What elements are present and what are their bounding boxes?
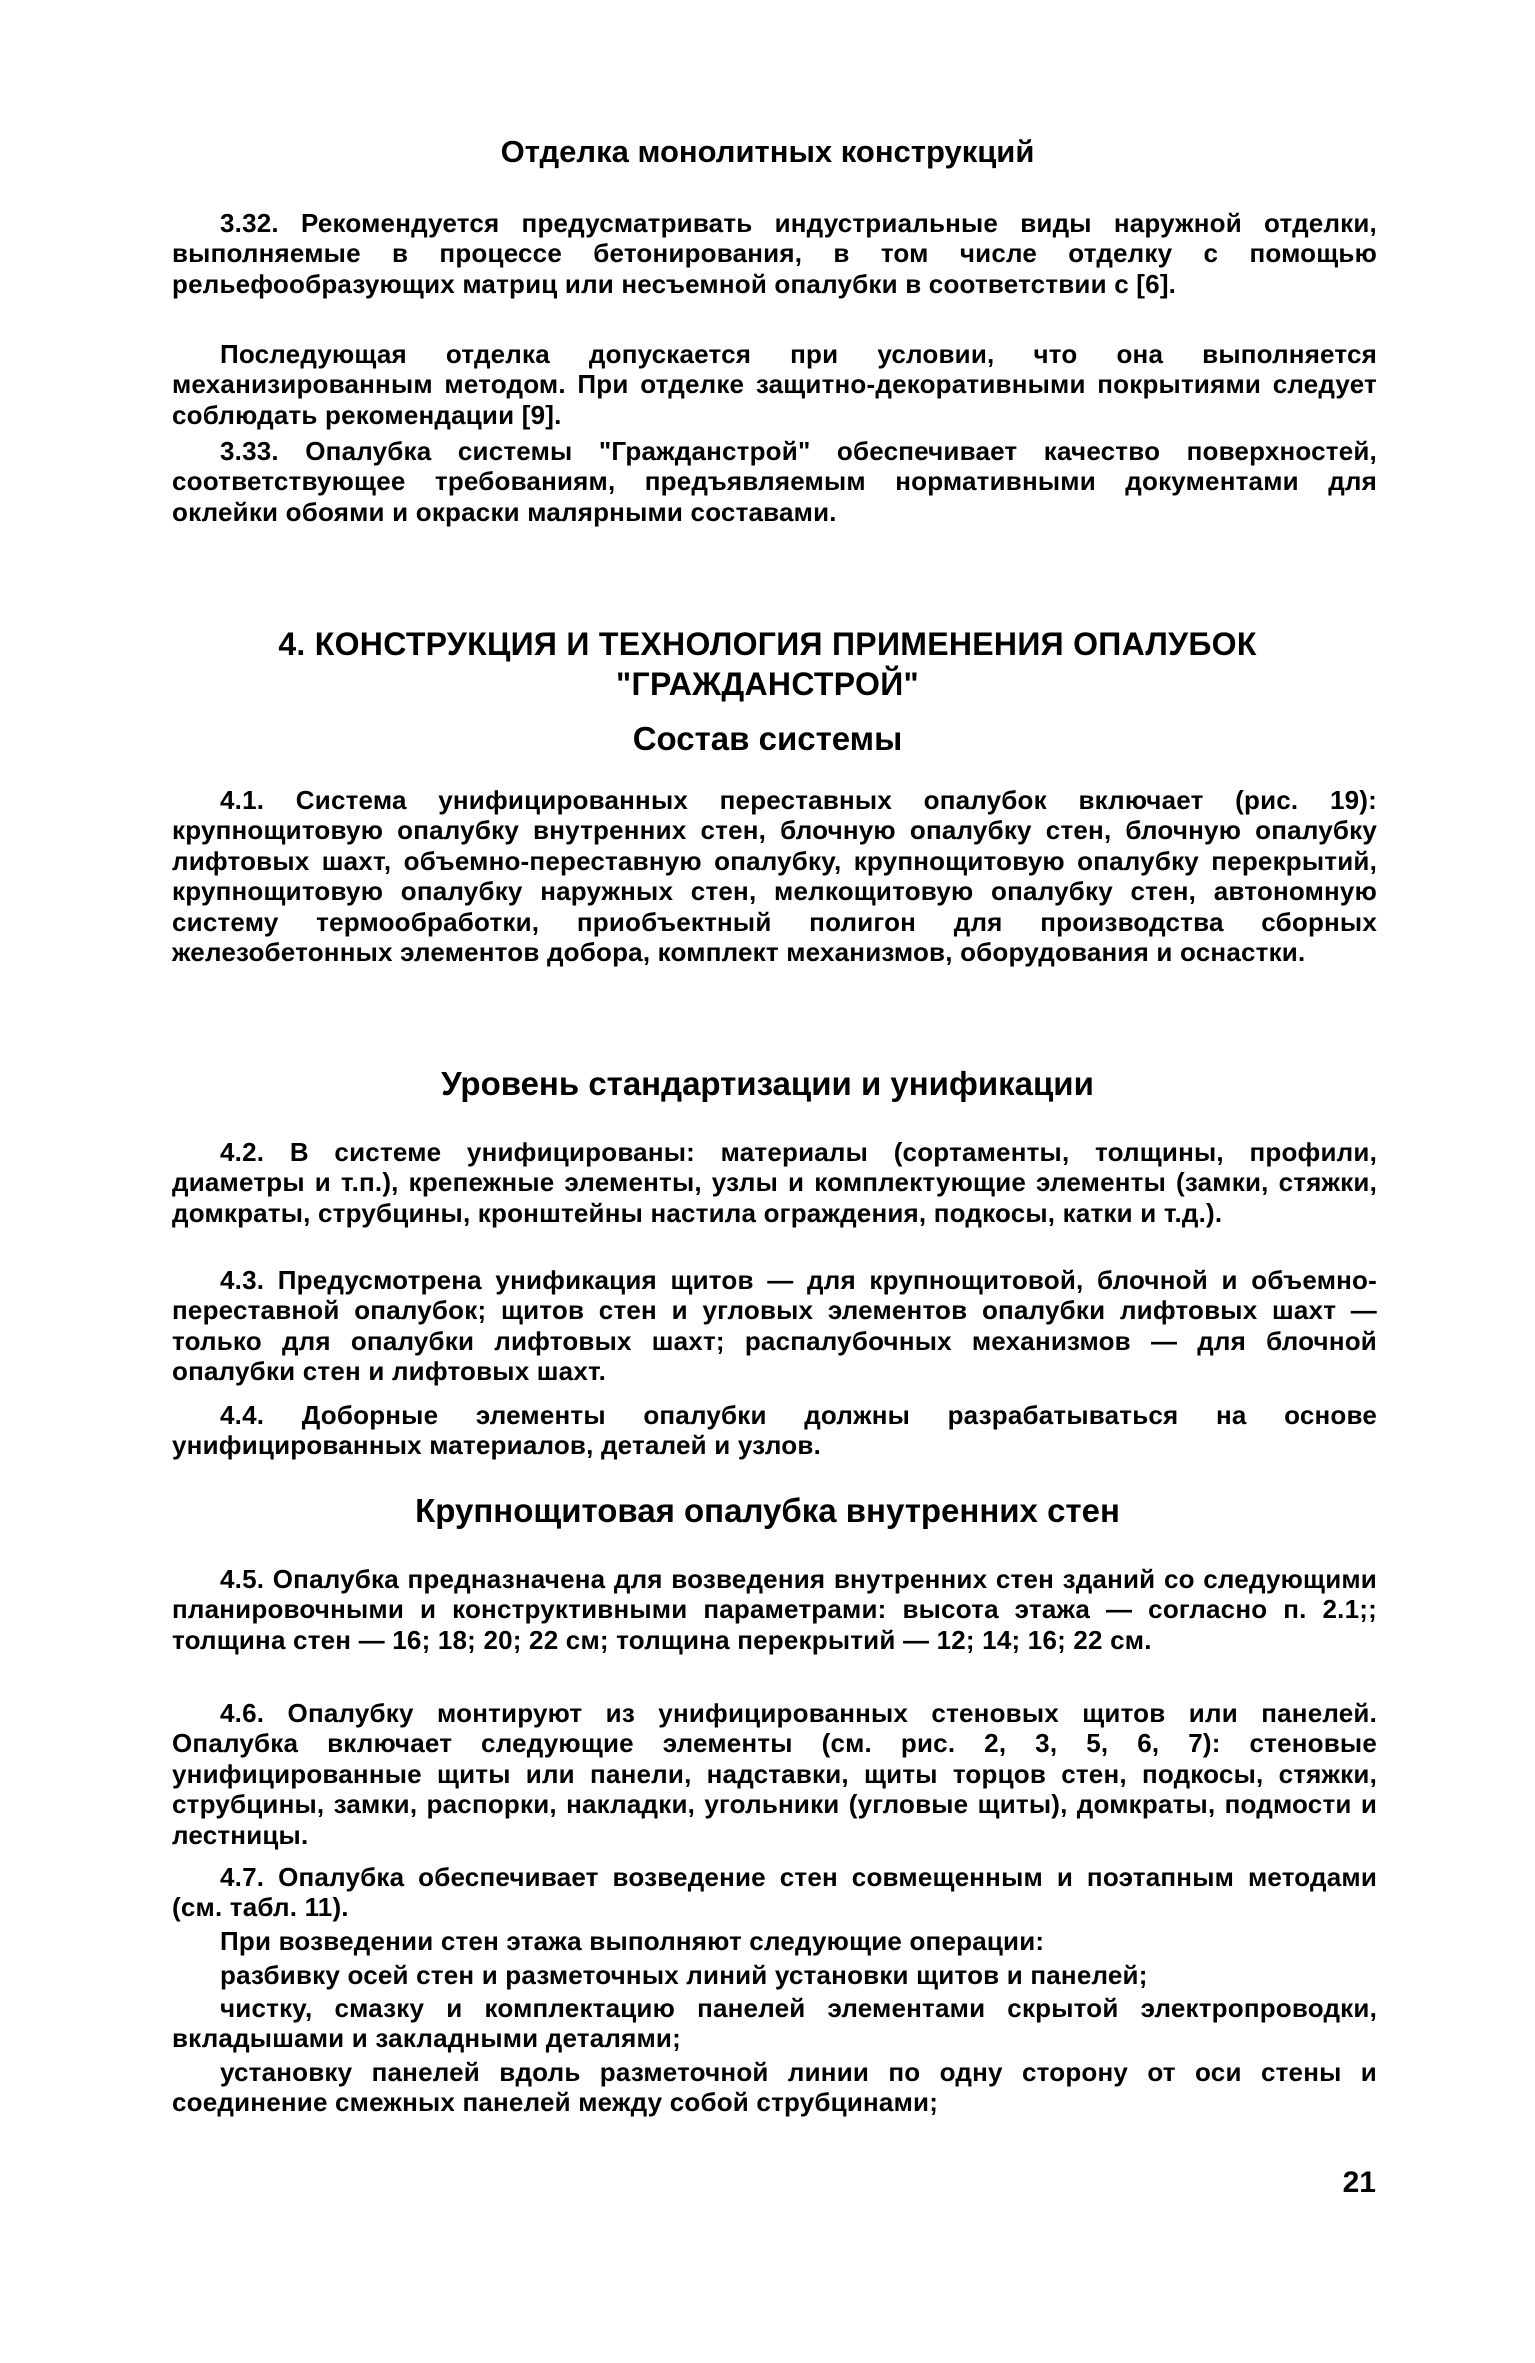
paragraph-4-4: 4.4. Доборные элементы опалубки должны разрабатываться на основе унифицированных материалов, деталей и узлов. [172, 1400, 1377, 1461]
paragraph-4-1: 4.1. Система унифицированных переставных опалубок включает (рис. 19): крупнощитовую опалубку внутренних стен, блочную опалубку стен, блочную опалубку лифтовых шахт, объемно-переставную опалубку, крупнощитовую опалубку перекрытий, крупнощитовую опалубку наружных стен, мелкощитовую опалубку стен, автономную систему термообработки, приобъектный полигон для производства сборных железобетонных элементов добора, комплект механизмов, оборудования и оснастки. [172, 785, 1377, 968]
paragraph-operations-intro: При возведении стен этажа выполняют следующие операции: [220, 1926, 1045, 1956]
paragraph-4-7: 4.7. Опалубка обеспечивает возведение стен совмещенным и поэтапным методами (см. табл. 11). [172, 1862, 1377, 1923]
paragraph-4-6: 4.6. Опалубку монтируют из унифицированных стеновых щитов или панелей. Опалубка включает следующие элементы (см. рис. 2, 3, 5, 6, 7): стеновые унифицированные щиты или панели, надставки, щиты торцов стен, подкосы, стяжки, струбцины, замки, распорки, накладки, угольники (угловые щиты), домкраты, подмости и лестницы. [172, 1698, 1377, 1850]
paragraph-3-32-continued: Последующая отделка допускается при условии, что она выполняется механизированным методом. При отделке защитно-декоративными покрытиями следует соблюдать рекомендации [9]. [172, 339, 1377, 430]
subsection-title-standardization: Уровень стандартизации и унификации [441, 1065, 1094, 1102]
paragraph-4-5: 4.5. Опалубка предназначена для возведения внутренних стен зданий со следующими планировочными и конструктивными параметрами: высота этажа — согласно п. 2.1;; толщина стен — 16; 18; 20; 22 см; толщина перекрытий — 12; 14; 16; 22 см. [172, 1564, 1377, 1655]
subsection-title-composition: Состав системы [632, 720, 903, 757]
chapter-title-line-1: 4. КОНСТРУКЦИЯ И ТЕХНОЛОГИЯ ПРИМЕНЕНИЯ ОПАЛУБОК [278, 626, 1257, 662]
paragraph-4-3: 4.3. Предусмотрена унификация щитов — для крупнощитовой, блочной и объемно-переставной опалубок; щитов стен и угловых элементов опалубки лифтовых шахт — только для опалубки лифтовых шахт; распалубочных механизмов — для блочной опалубки стен и лифтовых шахт. [172, 1265, 1377, 1387]
paragraph-operation-3: установку панелей вдоль разметочной линии по одну сторону от оси стены и соединение смежных панелей между собой струбцинами; [172, 2057, 1377, 2118]
section-title-finish: Отделка монолитных конструкций [500, 134, 1035, 169]
paragraph-3-33: 3.33. Опалубка системы "Гражданстрой" обеспечивает качество поверхностей, соответствующее требованиям, предъявляемым нормативными документами для оклейки обоями и окраски малярными составами. [172, 436, 1377, 527]
subsection-title-large-panel: Крупнощитовая опалубка внутренних стен [415, 1492, 1120, 1529]
paragraph-operation-2: чистку, смазку и комплектацию панелей элементами скрытой электропроводки, вкладышами и закладными деталями; [172, 1993, 1377, 2054]
paragraph-operation-1: разбивку осей стен и разметочных линий установки щитов и панелей; [220, 1960, 1148, 1990]
chapter-title-line-2: "ГРАЖДАНСТРОЙ" [616, 666, 919, 702]
page-number: 21 [1342, 2166, 1376, 2199]
paragraph-3-32: 3.32. Рекомендуется предусматривать индустриальные виды наружной отделки, выполняемые в процессе бетонирования, в том числе отделку с помощью рельефообразующих матриц или несъемной опалубки в соответствии с [6]. [172, 208, 1377, 299]
paragraph-4-2: 4.2. В системе унифицированы: материалы (сортаменты, толщины, профили, диаметры и т.п.), крепежные элементы, узлы и комплектующие элементы (замки, стяжки, домкраты, струбцины, кронштейны настила ограждения, подкосы, катки и т.д.). [172, 1137, 1377, 1228]
